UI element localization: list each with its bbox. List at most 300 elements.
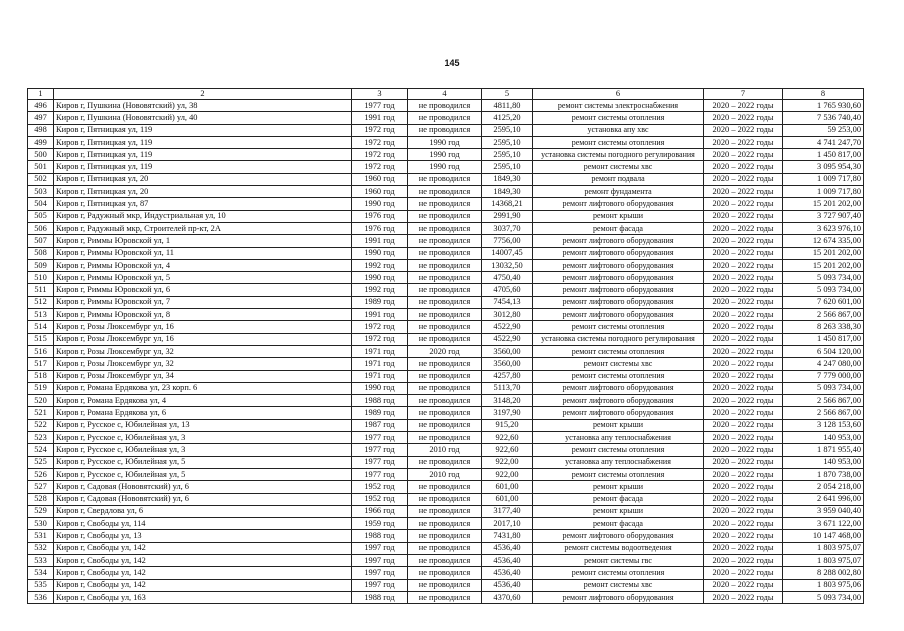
address-cell: Киров г, Садовая (Нововятский) ул, 6 xyxy=(54,481,352,493)
address-cell: Киров г, Розы Люксембург ул, 34 xyxy=(54,370,352,382)
period-cell: 2020 – 2022 годы xyxy=(704,370,783,382)
last-repair-cell: не проводился xyxy=(408,309,482,321)
row-number: 518 xyxy=(28,370,54,382)
build-year-cell: 1997 год xyxy=(352,542,408,554)
column-header: 7 xyxy=(704,89,783,100)
period-cell: 2020 – 2022 годы xyxy=(704,161,783,173)
build-year-cell: 1988 год xyxy=(352,530,408,542)
period-cell: 2020 – 2022 годы xyxy=(704,235,783,247)
last-repair-cell: не проводился xyxy=(408,284,482,296)
column-header: 1 xyxy=(28,89,54,100)
address-cell: Киров г, Пятницкая ул, 20 xyxy=(54,173,352,185)
row-number: 498 xyxy=(28,124,54,136)
cost-cell: 7 536 740,40 xyxy=(783,112,864,124)
period-cell: 2020 – 2022 годы xyxy=(704,395,783,407)
row-number: 528 xyxy=(28,493,54,505)
table-row xyxy=(28,100,864,112)
row-number: 497 xyxy=(28,112,54,124)
period-cell: 2020 – 2022 годы xyxy=(704,222,783,234)
row-number: 526 xyxy=(28,468,54,480)
cost-cell: 1 009 717,80 xyxy=(783,173,864,185)
table-row xyxy=(28,345,864,357)
period-cell: 2020 – 2022 годы xyxy=(704,382,783,394)
cost-cell: 3 959 040,40 xyxy=(783,505,864,517)
work-type-cell: ремонт крыши xyxy=(533,481,704,493)
work-type-cell: установка системы погодного регулирования xyxy=(533,149,704,161)
work-type-cell: ремонт системы отопления xyxy=(533,321,704,333)
last-repair-cell: не проводился xyxy=(408,419,482,431)
address-cell: Киров г, Русское с, Юбилейная ул, 5 xyxy=(54,456,352,468)
period-cell: 2020 – 2022 годы xyxy=(704,210,783,222)
row-number: 534 xyxy=(28,567,54,579)
build-year-cell: 1972 год xyxy=(352,321,408,333)
area-cell: 2017,10 xyxy=(482,518,533,530)
area-cell: 915,20 xyxy=(482,419,533,431)
work-type-cell: ремонт системы гвс xyxy=(533,554,704,566)
work-type-cell: ремонт системы отопления xyxy=(533,567,704,579)
cost-cell: 3 623 976,10 xyxy=(783,222,864,234)
work-type-cell: установка системы погодного регулирования xyxy=(533,333,704,345)
address-cell: Киров г, Романа Ердякова ул, 4 xyxy=(54,395,352,407)
area-cell: 4705,60 xyxy=(482,284,533,296)
area-cell: 3177,40 xyxy=(482,505,533,517)
build-year-cell: 1997 год xyxy=(352,554,408,566)
work-type-cell: ремонт лифтового оборудования xyxy=(533,247,704,259)
address-cell: Киров г, Свободы ул, 142 xyxy=(54,554,352,566)
build-year-cell: 1991 год xyxy=(352,112,408,124)
work-type-cell: ремонт подвала xyxy=(533,173,704,185)
table-row xyxy=(28,124,864,136)
last-repair-cell: не проводился xyxy=(408,321,482,333)
work-type-cell: ремонт лифтового оборудования xyxy=(533,530,704,542)
table-row xyxy=(28,395,864,407)
row-number: 527 xyxy=(28,481,54,493)
build-year-cell: 1989 год xyxy=(352,296,408,308)
period-cell: 2020 – 2022 годы xyxy=(704,321,783,333)
area-cell: 4370,60 xyxy=(482,591,533,603)
area-cell: 922,60 xyxy=(482,432,533,444)
period-cell: 2020 – 2022 годы xyxy=(704,481,783,493)
last-repair-cell: не проводился xyxy=(408,370,482,382)
table-row xyxy=(28,493,864,505)
table-row xyxy=(28,235,864,247)
row-number: 525 xyxy=(28,456,54,468)
period-cell: 2020 – 2022 годы xyxy=(704,542,783,554)
area-cell: 4522,90 xyxy=(482,333,533,345)
address-cell: Киров г, Пушкина (Нововятский) ул, 40 xyxy=(54,112,352,124)
row-number: 522 xyxy=(28,419,54,431)
area-cell: 5113,70 xyxy=(482,382,533,394)
cost-cell: 1 009 717,80 xyxy=(783,186,864,198)
period-cell: 2020 – 2022 годы xyxy=(704,530,783,542)
table-row xyxy=(28,112,864,124)
work-type-cell: ремонт лифтового оборудования xyxy=(533,259,704,271)
table-row xyxy=(28,468,864,480)
address-cell: Киров г, Риммы Юровской ул, 11 xyxy=(54,247,352,259)
last-repair-cell: не проводился xyxy=(408,272,482,284)
period-cell: 2020 – 2022 годы xyxy=(704,505,783,517)
row-number: 513 xyxy=(28,309,54,321)
period-cell: 2020 – 2022 годы xyxy=(704,173,783,185)
row-number: 512 xyxy=(28,296,54,308)
table-row xyxy=(28,247,864,259)
area-cell: 4750,40 xyxy=(482,272,533,284)
area-cell: 3560,00 xyxy=(482,345,533,357)
cost-cell: 7 779 000,00 xyxy=(783,370,864,382)
address-cell: Киров г, Свердлова ул, 6 xyxy=(54,505,352,517)
cost-cell: 2 641 996,00 xyxy=(783,493,864,505)
period-cell: 2020 – 2022 годы xyxy=(704,272,783,284)
build-year-cell: 1952 год xyxy=(352,481,408,493)
build-year-cell: 1971 год xyxy=(352,345,408,357)
address-cell: Киров г, Русское с, Юбилейная ул, 5 xyxy=(54,468,352,480)
address-cell: Киров г, Риммы Юровской ул, 7 xyxy=(54,296,352,308)
table-row xyxy=(28,173,864,185)
work-type-cell: ремонт системы отопления xyxy=(533,370,704,382)
build-year-cell: 1960 год xyxy=(352,173,408,185)
cost-cell: 8 288 002,80 xyxy=(783,567,864,579)
work-type-cell: ремонт фасада xyxy=(533,222,704,234)
table-row xyxy=(28,296,864,308)
build-year-cell: 1976 год xyxy=(352,222,408,234)
address-cell: Киров г, Пятницкая ул, 119 xyxy=(54,161,352,173)
row-number: 523 xyxy=(28,432,54,444)
period-cell: 2020 – 2022 годы xyxy=(704,419,783,431)
table-row xyxy=(28,210,864,222)
period-cell: 2020 – 2022 годы xyxy=(704,284,783,296)
row-number: 529 xyxy=(28,505,54,517)
cost-cell: 1 450 817,00 xyxy=(783,333,864,345)
area-cell: 4125,20 xyxy=(482,112,533,124)
last-repair-cell: 2020 год xyxy=(408,345,482,357)
work-type-cell: ремонт лифтового оборудования xyxy=(533,395,704,407)
area-cell: 2595,10 xyxy=(482,124,533,136)
build-year-cell: 1988 год xyxy=(352,395,408,407)
row-number: 536 xyxy=(28,591,54,603)
cost-cell: 1 803 975,06 xyxy=(783,579,864,591)
row-number: 504 xyxy=(28,198,54,210)
period-cell: 2020 – 2022 годы xyxy=(704,456,783,468)
work-type-cell: ремонт лифтового оборудования xyxy=(533,296,704,308)
address-cell: Киров г, Розы Люксембург ул, 32 xyxy=(54,358,352,370)
cost-cell: 5 093 734,00 xyxy=(783,382,864,394)
page-number: 145 xyxy=(444,58,460,68)
build-year-cell: 1976 год xyxy=(352,210,408,222)
work-type-cell: ремонт системы отопления xyxy=(533,345,704,357)
table-row xyxy=(28,161,864,173)
row-number: 535 xyxy=(28,579,54,591)
area-cell: 2595,10 xyxy=(482,149,533,161)
period-cell: 2020 – 2022 годы xyxy=(704,149,783,161)
build-year-cell: 1972 год xyxy=(352,124,408,136)
area-cell: 14368,21 xyxy=(482,198,533,210)
cost-cell: 3 727 907,40 xyxy=(783,210,864,222)
address-cell: Киров г, Радужный мкр, Индустриальная ул, 10 xyxy=(54,210,352,222)
area-cell: 2595,10 xyxy=(482,136,533,148)
address-cell: Киров г, Пятницкая ул, 119 xyxy=(54,136,352,148)
last-repair-cell: не проводился xyxy=(408,432,482,444)
table-row xyxy=(28,149,864,161)
row-number: 532 xyxy=(28,542,54,554)
table-row xyxy=(28,505,864,517)
last-repair-cell: не проводился xyxy=(408,567,482,579)
period-cell: 2020 – 2022 годы xyxy=(704,247,783,259)
period-cell: 2020 – 2022 годы xyxy=(704,124,783,136)
cost-cell: 4 247 080,00 xyxy=(783,358,864,370)
last-repair-cell: не проводился xyxy=(408,395,482,407)
row-number: 511 xyxy=(28,284,54,296)
table-row xyxy=(28,432,864,444)
cost-cell: 1 871 955,40 xyxy=(783,444,864,456)
address-cell: Киров г, Пятницкая ул, 20 xyxy=(54,186,352,198)
last-repair-cell: не проводился xyxy=(408,493,482,505)
address-cell: Киров г, Риммы Юровской ул, 4 xyxy=(54,259,352,271)
column-header: 8 xyxy=(783,89,864,100)
period-cell: 2020 – 2022 годы xyxy=(704,407,783,419)
address-cell: Киров г, Розы Люксембург ул, 16 xyxy=(54,321,352,333)
table-row xyxy=(28,567,864,579)
table-row xyxy=(28,591,864,603)
last-repair-cell: не проводился xyxy=(408,358,482,370)
cost-cell: 59 253,00 xyxy=(783,124,864,136)
area-cell: 922,60 xyxy=(482,444,533,456)
table-row xyxy=(28,309,864,321)
last-repair-cell: не проводился xyxy=(408,554,482,566)
period-cell: 2020 – 2022 годы xyxy=(704,333,783,345)
area-cell: 4536,40 xyxy=(482,542,533,554)
row-number: 515 xyxy=(28,333,54,345)
period-cell: 2020 – 2022 годы xyxy=(704,296,783,308)
row-number: 499 xyxy=(28,136,54,148)
row-number: 505 xyxy=(28,210,54,222)
cost-cell: 3 095 954,30 xyxy=(783,161,864,173)
address-cell: Киров г, Русское с, Юбилейная ул, 3 xyxy=(54,444,352,456)
last-repair-cell: не проводился xyxy=(408,112,482,124)
build-year-cell: 1992 год xyxy=(352,284,408,296)
build-year-cell: 1990 год xyxy=(352,382,408,394)
work-type-cell: установка апу хвс xyxy=(533,124,704,136)
address-cell: Киров г, Русское с, Юбилейная ул, 13 xyxy=(54,419,352,431)
work-type-cell: ремонт системы отопления xyxy=(533,468,704,480)
cost-cell: 1 450 817,00 xyxy=(783,149,864,161)
period-cell: 2020 – 2022 годы xyxy=(704,591,783,603)
address-cell: Киров г, Романа Ердякова ул, 6 xyxy=(54,407,352,419)
area-cell: 14007,45 xyxy=(482,247,533,259)
area-cell: 3012,80 xyxy=(482,309,533,321)
row-number: 517 xyxy=(28,358,54,370)
row-number: 496 xyxy=(28,100,54,112)
address-cell: Киров г, Свободы ул, 13 xyxy=(54,530,352,542)
period-cell: 2020 – 2022 годы xyxy=(704,432,783,444)
build-year-cell: 1959 год xyxy=(352,518,408,530)
work-type-cell: ремонт системы водоотведения xyxy=(533,542,704,554)
work-type-cell: ремонт крыши xyxy=(533,505,704,517)
row-number: 524 xyxy=(28,444,54,456)
last-repair-cell: не проводился xyxy=(408,579,482,591)
last-repair-cell: 2010 год xyxy=(408,468,482,480)
build-year-cell: 1977 год xyxy=(352,100,408,112)
area-cell: 2991,90 xyxy=(482,210,533,222)
cost-cell: 2 054 218,00 xyxy=(783,481,864,493)
period-cell: 2020 – 2022 годы xyxy=(704,186,783,198)
table-row xyxy=(28,370,864,382)
last-repair-cell: 1990 год xyxy=(408,161,482,173)
work-type-cell: ремонт фундамента xyxy=(533,186,704,198)
last-repair-cell: не проводился xyxy=(408,247,482,259)
build-year-cell: 1972 год xyxy=(352,136,408,148)
period-cell: 2020 – 2022 годы xyxy=(704,259,783,271)
table-row xyxy=(28,136,864,148)
work-type-cell: ремонт фасада xyxy=(533,518,704,530)
area-cell: 601,00 xyxy=(482,493,533,505)
address-cell: Киров г, Пятницкая ул, 119 xyxy=(54,149,352,161)
last-repair-cell: 2010 год xyxy=(408,444,482,456)
work-type-cell: ремонт системы электроснабжения xyxy=(533,100,704,112)
work-type-cell: ремонт крыши xyxy=(533,419,704,431)
area-cell: 7431,80 xyxy=(482,530,533,542)
table-row xyxy=(28,407,864,419)
last-repair-cell: не проводился xyxy=(408,124,482,136)
build-year-cell: 1991 год xyxy=(352,309,408,321)
table-row xyxy=(28,198,864,210)
table-row xyxy=(28,530,864,542)
area-cell: 1849,30 xyxy=(482,173,533,185)
address-cell: Киров г, Свободы ул, 142 xyxy=(54,542,352,554)
last-repair-cell: 1990 год xyxy=(408,136,482,148)
table-row xyxy=(28,358,864,370)
address-cell: Киров г, Пушкина (Нововятский) ул, 38 xyxy=(54,100,352,112)
address-cell: Киров г, Русское с, Юбилейная ул, 3 xyxy=(54,432,352,444)
row-number: 506 xyxy=(28,222,54,234)
last-repair-cell: не проводился xyxy=(408,382,482,394)
build-year-cell: 1971 год xyxy=(352,370,408,382)
address-cell: Киров г, Пятницкая ул, 119 xyxy=(54,124,352,136)
cost-cell: 140 953,00 xyxy=(783,456,864,468)
last-repair-cell: не проводился xyxy=(408,173,482,185)
cost-cell: 5 093 734,00 xyxy=(783,284,864,296)
period-cell: 2020 – 2022 годы xyxy=(704,493,783,505)
build-year-cell: 1987 год xyxy=(352,419,408,431)
area-cell: 601,00 xyxy=(482,481,533,493)
last-repair-cell: не проводился xyxy=(408,542,482,554)
area-cell: 3560,00 xyxy=(482,358,533,370)
work-type-cell: ремонт лифтового оборудования xyxy=(533,309,704,321)
table-row xyxy=(28,222,864,234)
address-cell: Киров г, Радужный мкр, Строителей пр-кт, 2А xyxy=(54,222,352,234)
build-year-cell: 1997 год xyxy=(352,567,408,579)
last-repair-cell: не проводился xyxy=(408,530,482,542)
build-year-cell: 1990 год xyxy=(352,198,408,210)
work-type-cell: установка апу теплоснабжения xyxy=(533,456,704,468)
table-row xyxy=(28,456,864,468)
build-year-cell: 1990 год xyxy=(352,272,408,284)
address-cell: Киров г, Риммы Юровской ул, 5 xyxy=(54,272,352,284)
last-repair-cell: не проводился xyxy=(408,186,482,198)
last-repair-cell: не проводился xyxy=(408,481,482,493)
period-cell: 2020 – 2022 годы xyxy=(704,554,783,566)
address-cell: Киров г, Пятницкая ул, 87 xyxy=(54,198,352,210)
area-cell: 922,00 xyxy=(482,468,533,480)
work-type-cell: ремонт лифтового оборудования xyxy=(533,198,704,210)
work-type-cell: ремонт лифтового оборудования xyxy=(533,407,704,419)
column-header: 3 xyxy=(352,89,408,100)
cost-cell: 140 953,00 xyxy=(783,432,864,444)
work-type-cell: ремонт системы хвс xyxy=(533,161,704,173)
table-row xyxy=(28,542,864,554)
work-type-cell: ремонт лифтового оборудования xyxy=(533,591,704,603)
last-repair-cell: не проводился xyxy=(408,198,482,210)
cost-cell: 1 765 930,60 xyxy=(783,100,864,112)
cost-cell: 8 263 338,30 xyxy=(783,321,864,333)
area-cell: 3148,20 xyxy=(482,395,533,407)
last-repair-cell: не проводился xyxy=(408,259,482,271)
row-number: 503 xyxy=(28,186,54,198)
cost-cell: 3 128 153,60 xyxy=(783,419,864,431)
build-year-cell: 1991 год xyxy=(352,235,408,247)
work-type-cell: ремонт системы отопления xyxy=(533,444,704,456)
address-cell: Киров г, Свободы ул, 114 xyxy=(54,518,352,530)
table-row xyxy=(28,419,864,431)
cost-cell: 1 803 975,07 xyxy=(783,554,864,566)
cost-cell: 7 620 601,00 xyxy=(783,296,864,308)
cost-cell: 10 147 468,00 xyxy=(783,530,864,542)
last-repair-cell: не проводился xyxy=(408,333,482,345)
build-year-cell: 1960 год xyxy=(352,186,408,198)
table-row xyxy=(28,284,864,296)
last-repair-cell: не проводился xyxy=(408,456,482,468)
table-row xyxy=(28,444,864,456)
row-number: 510 xyxy=(28,272,54,284)
work-type-cell: ремонт лифтового оборудования xyxy=(533,272,704,284)
row-number: 519 xyxy=(28,382,54,394)
address-cell: Киров г, Свободы ул, 142 xyxy=(54,567,352,579)
row-number: 508 xyxy=(28,247,54,259)
build-year-cell: 1992 год xyxy=(352,259,408,271)
last-repair-cell: не проводился xyxy=(408,100,482,112)
cost-cell: 12 674 335,00 xyxy=(783,235,864,247)
period-cell: 2020 – 2022 годы xyxy=(704,136,783,148)
area-cell: 3037,70 xyxy=(482,222,533,234)
last-repair-cell: не проводился xyxy=(408,407,482,419)
build-year-cell: 1952 год xyxy=(352,493,408,505)
row-number: 533 xyxy=(28,554,54,566)
work-type-cell: ремонт лифтового оборудования xyxy=(533,235,704,247)
build-year-cell: 1977 год xyxy=(352,444,408,456)
table-row xyxy=(28,518,864,530)
last-repair-cell: не проводился xyxy=(408,235,482,247)
cost-cell: 15 201 202,00 xyxy=(783,198,864,210)
work-type-cell: ремонт фасада xyxy=(533,493,704,505)
build-year-cell: 1972 год xyxy=(352,333,408,345)
address-cell: Киров г, Свободы ул, 163 xyxy=(54,591,352,603)
period-cell: 2020 – 2022 годы xyxy=(704,309,783,321)
column-header: 2 xyxy=(54,89,352,100)
area-cell: 3197,90 xyxy=(482,407,533,419)
cost-cell: 15 201 202,00 xyxy=(783,247,864,259)
period-cell: 2020 – 2022 годы xyxy=(704,100,783,112)
row-number: 521 xyxy=(28,407,54,419)
period-cell: 2020 – 2022 годы xyxy=(704,198,783,210)
area-cell: 7756,00 xyxy=(482,235,533,247)
build-year-cell: 1990 год xyxy=(352,247,408,259)
last-repair-cell: 1990 год xyxy=(408,149,482,161)
build-year-cell: 1977 год xyxy=(352,432,408,444)
work-type-cell: ремонт системы отопления xyxy=(533,136,704,148)
cost-cell: 4 741 247,70 xyxy=(783,136,864,148)
area-cell: 2595,10 xyxy=(482,161,533,173)
area-cell: 922,00 xyxy=(482,456,533,468)
address-cell: Киров г, Свободы ул, 142 xyxy=(54,579,352,591)
